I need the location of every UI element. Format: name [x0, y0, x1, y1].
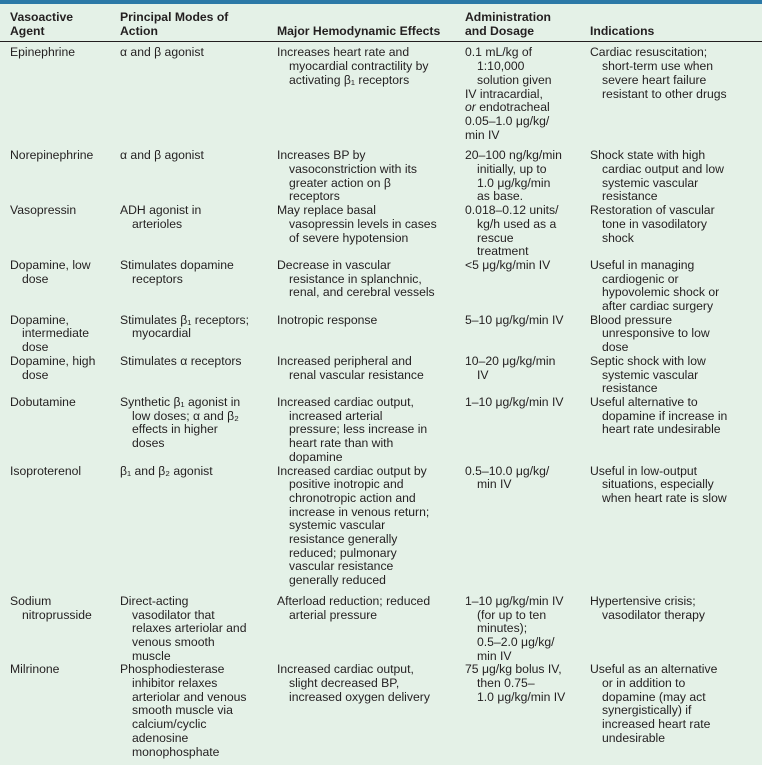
cell-line: situations, especially: [602, 477, 714, 492]
action-cell: [120, 355, 277, 396]
cell-line: dopamine: [289, 449, 343, 464]
effects-cell: [277, 663, 465, 759]
cell-line: Dobutamine: [10, 394, 76, 409]
effects-cell: [277, 149, 465, 204]
cell-line: 1–10 μg/kg/min IV: [465, 394, 564, 409]
indications-cell: [590, 396, 762, 465]
cell-line: chronotropic action and: [289, 490, 416, 505]
action-cell: [120, 204, 277, 259]
header-hemodynamic-effects: [277, 9, 465, 42]
header-text: Major Hemodynamic Effects: [277, 23, 441, 38]
cell-line: Stimulates dopamine: [120, 257, 234, 272]
cell-line: arterioles: [132, 216, 183, 231]
action-cell: [120, 42, 277, 142]
effects-cell: [277, 396, 465, 465]
cell-line: α and β agonist: [120, 45, 204, 60]
cell-line: 1.0 μg/kg/min IV: [477, 689, 566, 704]
cell-line: vasopressin levels in cases: [289, 216, 437, 231]
table-row: [0, 595, 762, 664]
cell-line: Useful alternative to: [590, 394, 698, 409]
top-rule: [0, 0, 762, 4]
cell-line: Norepinephrine: [10, 148, 94, 163]
cell-line: resistance: [602, 381, 658, 396]
cell-line: Increases BP by: [277, 148, 366, 163]
cell-line: Useful in low-output: [590, 463, 698, 478]
cell-line: 75 μg/kg bolus IV,: [465, 662, 562, 677]
cell-line: increased arterial: [289, 408, 383, 423]
cell-line: short-term use when: [602, 59, 714, 74]
dosage-cell: [465, 355, 590, 396]
cell-line: Direct-acting: [120, 593, 189, 608]
cell-line: minutes);: [477, 621, 528, 636]
cell-line: pressure; less increase in: [289, 422, 428, 437]
cell-line: heart rate undesirable: [602, 422, 721, 437]
effects-cell: [277, 355, 465, 396]
agent-cell: [0, 204, 120, 259]
cell-line: intermediate: [22, 326, 90, 341]
table-row: [0, 149, 762, 204]
cell-line: calcium/cyclic: [132, 717, 207, 732]
cell-line: resistance: [602, 189, 658, 204]
cell-line: solution given: [477, 72, 552, 87]
cell-line: or endotracheal: [465, 100, 550, 115]
cell-line: Synthetic β₁ agonist in: [120, 394, 241, 409]
cell-line: systemic vascular: [289, 518, 386, 533]
cell-line: <5 μg/kg/min IV: [465, 257, 551, 272]
dosage-cell: [465, 259, 590, 314]
cell-line: increased oxygen delivery: [289, 689, 430, 704]
header-text: Vasoactive: [10, 10, 74, 24]
action-cell: [120, 149, 277, 204]
table-row: [0, 259, 762, 314]
cell-line: 0.5–10.0 μg/kg/: [465, 463, 550, 478]
cell-line: heart rate than with: [289, 436, 394, 451]
header-administration-dosage: [465, 9, 590, 42]
cell-line: Blood pressure: [590, 312, 672, 327]
agent-cell: [0, 149, 120, 204]
cell-line: Useful as an alternative: [590, 662, 718, 677]
cell-line: Cardiac resuscitation;: [590, 45, 708, 60]
cell-line: treatment: [477, 244, 529, 259]
cell-line: relaxes arteriolar and: [132, 621, 247, 636]
cell-line: Increased cardiac output by: [277, 463, 427, 478]
header-agent: [0, 9, 120, 42]
cell-line: vasoconstriction with its: [289, 162, 418, 177]
indications-cell: [590, 204, 762, 259]
cell-line: smooth muscle via: [132, 703, 233, 718]
cell-line: (for up to ten: [477, 607, 547, 622]
effects-cell: [277, 259, 465, 314]
cell-line: kg/h used as a: [477, 216, 557, 231]
cell-line: then 0.75–: [477, 676, 535, 691]
cell-line: receptors: [289, 189, 340, 204]
header-text: Agent: [10, 23, 45, 38]
cell-line: arteriolar and venous: [132, 689, 247, 704]
dosage-cell: [465, 663, 590, 759]
cell-line: Useful in managing: [590, 257, 695, 272]
table-row: [0, 42, 762, 142]
table-row: [0, 663, 762, 759]
cell-line: nitroprusside: [22, 607, 92, 622]
action-cell: [120, 259, 277, 314]
cell-line: effects in higher: [132, 422, 218, 437]
cell-line: Decrease in vascular: [277, 257, 391, 272]
cell-line: Milrinone: [10, 662, 60, 677]
cell-line: 20–100 ng/kg/min: [465, 148, 562, 163]
agent-cell: [0, 663, 120, 759]
agent-cell: [0, 396, 120, 465]
cell-line: as base.: [477, 189, 524, 204]
cell-line: Afterload reduction; reduced: [277, 593, 431, 608]
dosage-cell: [465, 595, 590, 664]
cell-line: increase in venous return;: [289, 504, 430, 519]
agent-cell: [0, 595, 120, 664]
cell-line: renal, and cerebral vessels: [289, 285, 435, 300]
cell-line: or in addition to: [602, 676, 686, 691]
cell-line: Increased peripheral and: [277, 353, 412, 368]
cell-line: systemic vascular: [602, 175, 699, 190]
cell-line: β₁ and β₂ agonist: [120, 463, 213, 478]
cell-line: min IV: [465, 127, 500, 142]
cell-line: rescue: [477, 230, 514, 245]
cell-line: Phosphodiesterase: [120, 662, 225, 677]
cell-line: Stimulates β₁ receptors;: [120, 312, 249, 327]
cell-line: after cardiac surgery: [602, 299, 714, 314]
cell-line: reduced; pulmonary: [289, 545, 397, 560]
cell-line: vascular resistance: [289, 559, 394, 574]
cell-line: 1:10,000: [477, 59, 525, 74]
table-header: [0, 9, 762, 42]
cell-line: cardiac output and low: [602, 162, 724, 177]
cell-line: Sodium: [10, 593, 52, 608]
cell-line: generally reduced: [289, 573, 386, 588]
cell-line: May replace basal: [277, 203, 376, 218]
cell-line: Increased cardiac output,: [277, 662, 414, 677]
cell-line: dose: [602, 340, 629, 355]
cell-line: IV: [477, 367, 489, 382]
header-text: Indications: [590, 23, 655, 38]
dosage-cell: [465, 465, 590, 588]
cell-line: of severe hypotension: [289, 230, 409, 245]
cell-line: Stimulates α receptors: [120, 353, 242, 368]
action-cell: [120, 663, 277, 759]
cell-line: venous smooth: [132, 634, 215, 649]
header-text: Action: [120, 23, 158, 38]
cell-line: min IV: [477, 477, 512, 492]
action-cell: [120, 595, 277, 664]
agent-cell: [0, 314, 120, 355]
cell-line: Dopamine,: [10, 312, 69, 327]
cell-line: slight decreased BP,: [289, 676, 400, 691]
cell-line: adenosine: [132, 730, 189, 745]
dosage-cell: [465, 396, 590, 465]
cell-line: doses: [132, 436, 165, 451]
cell-line: unresponsive to low: [602, 326, 710, 341]
cell-line: resistance generally: [289, 532, 398, 547]
cell-line: Epinephrine: [10, 45, 76, 60]
action-cell: [120, 396, 277, 465]
effects-cell: [277, 204, 465, 259]
cell-line: dopamine if increase in: [602, 408, 728, 423]
cell-line: 1.0 μg/kg/min: [477, 175, 551, 190]
cell-line: 0.5–2.0 μg/kg/: [477, 634, 555, 649]
cell-line: muscle: [132, 648, 171, 663]
table-row: [0, 396, 762, 465]
effects-cell: [277, 314, 465, 355]
cell-line: increased heart rate: [602, 717, 711, 732]
table-row: [0, 355, 762, 396]
cell-line: 0.018–0.12 units/: [465, 203, 559, 218]
cell-line: Dopamine, high: [10, 353, 96, 368]
cell-line: Isoproterenol: [10, 463, 82, 478]
cell-line: severe heart failure: [602, 72, 707, 87]
effects-cell: [277, 595, 465, 664]
cell-line: vasodilator therapy: [602, 607, 705, 622]
indications-cell: [590, 663, 762, 759]
cell-line: Increases heart rate and: [277, 45, 410, 60]
cell-line: IV intracardial,: [465, 86, 543, 101]
cell-line: myocardial contractility by: [289, 59, 429, 74]
cell-line: 5–10 μg/kg/min IV: [465, 312, 564, 327]
cell-line: inhibitor relaxes: [132, 676, 218, 691]
table-row: [0, 314, 762, 355]
table-row: [0, 204, 762, 259]
cell-line: cardiogenic or: [602, 271, 679, 286]
cell-line: positive inotropic and: [289, 477, 404, 492]
header-text: Administration: [465, 10, 551, 24]
agent-cell: [0, 42, 120, 142]
cell-line: receptors: [132, 271, 183, 286]
cell-line: α and β agonist: [120, 148, 204, 163]
dosage-cell: [465, 149, 590, 204]
cell-line: min IV: [477, 648, 512, 663]
cell-line: arterial pressure: [289, 607, 378, 622]
table-body: [0, 42, 762, 759]
action-cell: [120, 314, 277, 355]
cell-line: greater action on β: [289, 175, 391, 190]
cell-line: resistance in splanchnic,: [289, 271, 422, 286]
cell-line: hypovolemic shock or: [602, 285, 720, 300]
cell-line: low doses; α and β₂: [132, 408, 239, 423]
indications-cell: [590, 149, 762, 204]
effects-cell: [277, 42, 465, 142]
cell-line: 0.1 mL/kg of: [465, 45, 533, 60]
vasoactive-agents-table: [0, 9, 762, 759]
cell-line: Restoration of vascular: [590, 203, 715, 218]
cell-line: renal vascular resistance: [289, 367, 424, 382]
header-indications: [590, 9, 762, 42]
cell-line: dose: [22, 271, 49, 286]
indications-cell: [590, 314, 762, 355]
cell-line: shock: [602, 230, 634, 245]
cell-line: Septic shock with low: [590, 353, 706, 368]
agent-cell: [0, 465, 120, 588]
cell-line: Dopamine, low: [10, 257, 91, 272]
indications-cell: [590, 595, 762, 664]
cell-line: dose: [22, 340, 49, 355]
cell-line: synergistically) if: [602, 703, 692, 718]
header-text: and Dosage: [465, 23, 535, 38]
cell-line: 1–10 μg/kg/min IV: [465, 593, 564, 608]
header-modes-of-action: [120, 9, 277, 42]
table-row: [0, 465, 762, 588]
dosage-cell: [465, 42, 590, 142]
indications-cell: [590, 355, 762, 396]
cell-line: dose: [22, 367, 49, 382]
effects-cell: [277, 465, 465, 588]
cell-line: 10–20 μg/kg/min: [465, 353, 556, 368]
header-row: [0, 9, 762, 42]
cell-line: monophosphate: [132, 744, 220, 759]
cell-line: Inotropic response: [277, 312, 378, 327]
cell-line: dopamine (may act: [602, 689, 706, 704]
cell-line: Shock state with high: [590, 148, 706, 163]
cell-line: Vasopressin: [10, 203, 77, 218]
cell-line: activating β₁ receptors: [289, 72, 410, 87]
cell-line: Hypertensive crisis;: [590, 593, 696, 608]
dosage-cell: [465, 204, 590, 259]
indications-cell: [590, 465, 762, 588]
cell-line: 0.05–1.0 μg/kg/: [465, 113, 550, 128]
cell-line: tone in vasodilatory: [602, 216, 708, 231]
agent-cell: [0, 259, 120, 314]
cell-line: Increased cardiac output,: [277, 394, 414, 409]
indications-cell: [590, 259, 762, 314]
cell-line: resistant to other drugs: [602, 86, 727, 101]
cell-line: when heart rate is slow: [602, 490, 727, 505]
cell-line: undesirable: [602, 730, 666, 745]
cell-line: vasodilator that: [132, 607, 215, 622]
cell-line: initially, up to: [477, 162, 547, 177]
agent-cell: [0, 355, 120, 396]
cell-line: ADH agonist in: [120, 203, 202, 218]
dosage-cell: [465, 314, 590, 355]
indications-cell: [590, 42, 762, 142]
action-cell: [120, 465, 277, 588]
header-text: Principal Modes of: [120, 10, 229, 24]
cell-line: systemic vascular: [602, 367, 699, 382]
cell-line: myocardial: [132, 326, 191, 341]
